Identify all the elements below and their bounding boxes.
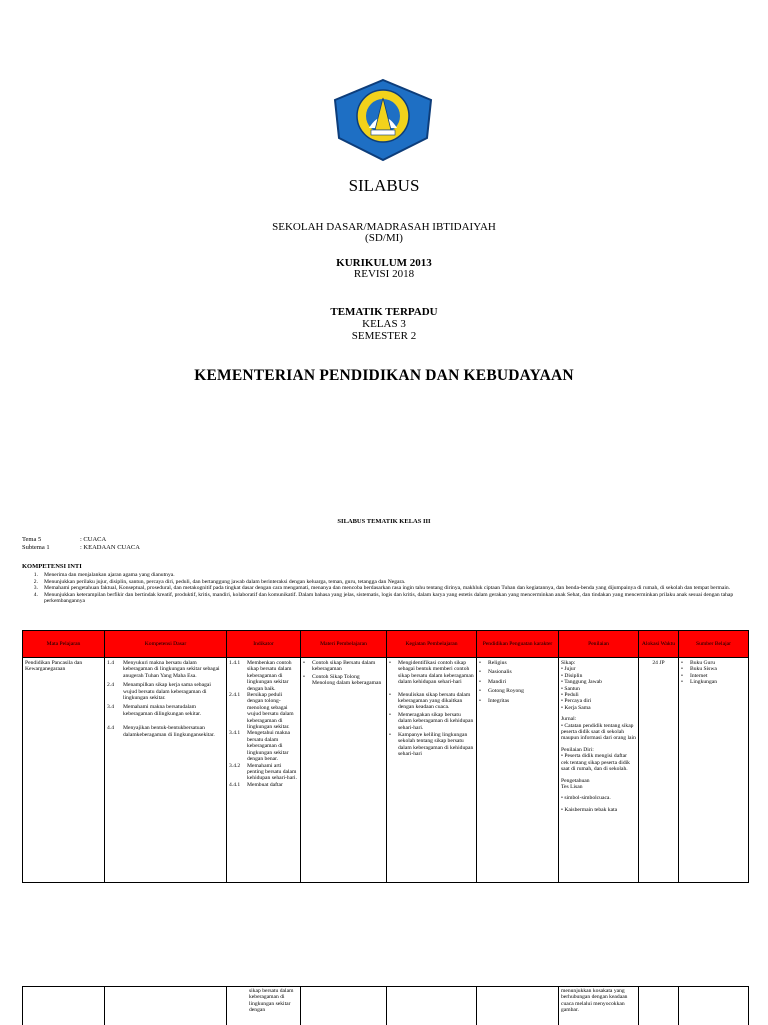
list-item: • Contoh sikap Bersatu dalam keberagaman <box>303 660 384 673</box>
ki-item: 1. Menerima dan menjalankan ajaran agama yang dianutnya. <box>22 572 752 579</box>
cell-materi <box>301 658 387 883</box>
syllabus-table-continuation <box>22 986 749 1025</box>
subtema-label: Subtema 1 <box>22 544 50 552</box>
subtema-value: : KEADAAN CUACA <box>80 544 140 552</box>
list-item: • Internet <box>681 673 746 679</box>
syllabus-title: SILABUS TEMATIK KELAS III <box>0 518 768 525</box>
col-header: Indikator <box>227 631 301 658</box>
list-item: • Gotong Royong <box>479 688 556 694</box>
cell-karakter <box>477 658 559 883</box>
list-item: • Lingkungan <box>681 679 746 685</box>
cell-sumber <box>679 658 749 883</box>
cover-title: SILABUS <box>0 176 768 196</box>
cell-mapel: Pendidikan Pancasila dan Kewarganegaraan <box>23 658 105 883</box>
cell-penilaian: Sikap: • Jujur • Disiplin • Tanggung Jawab • Santun • Peduli • Percaya diri • Kerja Sama Jurnal: • Catatan pendidik tentang sikap peserta didik saat di sekolah maupun informasi dari orang lain Penilaian Diri: • Peserta didik mengisi daftar cek tentang sikap peserta didik saat di rumah, dan di sekolah. Pengetahuan Tes Lisan • simbol-simbolcuaca. • Kaisbermain tebak kata <box>559 658 639 883</box>
col-header: Pendidikan Penguatan karakter <box>477 631 559 658</box>
list-item: • Contoh Sikap Tolong Menolong dalam keberagaman <box>303 674 384 687</box>
tema-label: Tema 5 <box>22 536 41 544</box>
list-item: • Mandiri <box>479 679 556 685</box>
list-item: • Religius <box>479 660 556 666</box>
ki-item: 4. Menunjukkan keterampilan berfikir dan bertindak kreatif, produktif, kritis, mandiri, kolaboratif dan komunikatif. Dalam bahasa yang jelas, sistematis, logis dan kritis, dalam karya yang estetis dalam gerakan yang mencerminkan anak Sehat, dan tindakan yang mencerminkan prilaku anak sesuai dengan tahap perkembangannya <box>22 592 752 605</box>
class-label: KELAS 3 <box>0 319 768 330</box>
col-header: Alokasi Waktu <box>639 631 679 658</box>
table-row <box>23 987 749 1025</box>
school-type-line1: SEKOLAH DASAR/MADRASAH IBTIDAIYAH <box>0 222 768 233</box>
cell-kegiatan <box>387 658 477 883</box>
cell-indikator: 1.4.1 Membenkan contoh sikap bersatu dalam keberagaman di lingkungan sekitar dengan baik. 2.4.1 Bersikap peduli dengan tolong-menolong sebagai wujud bersatu dalam keberagaman di lingkungan sekitar. 3.4.1 Mengetahui makna bersatu dalam keberagaman di lingkungan sekitar dengan benar. 3.4.2 Memahami arti penting bersatu dalam kehidupan sehari-hari. 4.4.1 Membuat daftar <box>227 658 301 883</box>
col-header: Sumber Belajar <box>679 631 749 658</box>
list-item: • Kampanye keliling lingkungan sekolah tentang sikap bersatu dalam keberagaman di kehidupan sehari-hari <box>389 732 474 758</box>
ki-heading: KOMPETENSI INTI <box>22 563 82 570</box>
col-header: Penilaian <box>559 631 639 658</box>
ki-list <box>22 572 752 605</box>
list-item: • Nasionalis <box>479 669 556 675</box>
cell-indikator-cont: sikap bersatu dalam keberagaman di lingkungan sekitar dengan <box>227 987 301 1025</box>
ministry-name: KEMENTERIAN PENDIDIKAN DAN KEBUDAYAAN <box>0 367 768 385</box>
table-header-row <box>23 631 749 658</box>
cell-kd: 1.4 Menyukuri makna bersatu dalam keberagaman di lingkungan sekitar sebagai anugerah Tuhan Yang Maha Esa. 2.4 Menampilkan sikap kerja sama sebagai wujud bersatu dalam keberagaman di lingkungan sekitar. 3.4 Memahami makna bersatudalam keberagaman dilingkungan sekitar. 4.4 Menyajikan bentuk-bentukbersatuan dalamkeberagaman di lingkungansekitar. <box>105 658 227 883</box>
col-header: Kegiatan Pembelajaran <box>387 631 477 658</box>
ki-item: 2. Menunjukkan perilaku jujur, disiplin, santun, percaya diri, peduli, dan bertanggung jawab dalam berinteraksi dengan keluarga, teman, guru, tetangga dan Negara. <box>22 579 752 586</box>
thematic-title: TEMATIK TERPADU <box>0 307 768 318</box>
cell-alokasi: 24 JP <box>639 658 679 883</box>
col-header: Kompetensi Dasar <box>105 631 227 658</box>
col-header: Mata Pelajaran <box>23 631 105 658</box>
list-item: • Mengidentifikasi contoh sikap sebagai bentuk memberi contoh sikap bersatu dalam keberagaman dalam kehidupan sehari-hari <box>389 660 474 686</box>
list-item: • Buku Guru <box>681 660 746 666</box>
col-header: Materi Pembelajaran <box>301 631 387 658</box>
table-row <box>23 658 749 883</box>
cell-penilaian-cont: menunjukkan kosakata yang berhubungan dengan keadaan cuaca melalui menyocokkan gambar. <box>559 987 639 1025</box>
list-item: • Memeragakan sikap bersatu dalam keberagaman di kehidupan sehari-hari. <box>389 712 474 731</box>
tema-value: : CUACA <box>80 536 106 544</box>
list-item: • Menuliskan sikap bersatu dalam keberagaman yang dikaitkan dengan keadaan cuaca. <box>389 692 474 711</box>
school-type-line2: (SD/MI) <box>0 233 768 244</box>
ki-item: 3. Memahami pengetahuan faktual, Konseptual, prosedural, dan metakognitif pada tingkat dasar dengan cara mengamati, menanya dan mencoba berdasarkan rasa ingin tahu tentang dirinya, makhluk ciptaan Tuhan dan kegiatannya, dan benda-benda yang dijumpainya di rumah, di sekolah dan tempat bermain. <box>22 585 752 592</box>
list-item: • Buku Siswa <box>681 666 746 672</box>
revision: REVISI 2018 <box>0 269 768 280</box>
tut-wuri-handayani-logo <box>331 78 435 162</box>
list-item: • Integritas <box>479 698 556 704</box>
syllabus-table <box>22 630 749 883</box>
curriculum: KURIKULUM 2013 <box>0 258 768 269</box>
semester-label: SEMESTER 2 <box>0 331 768 342</box>
